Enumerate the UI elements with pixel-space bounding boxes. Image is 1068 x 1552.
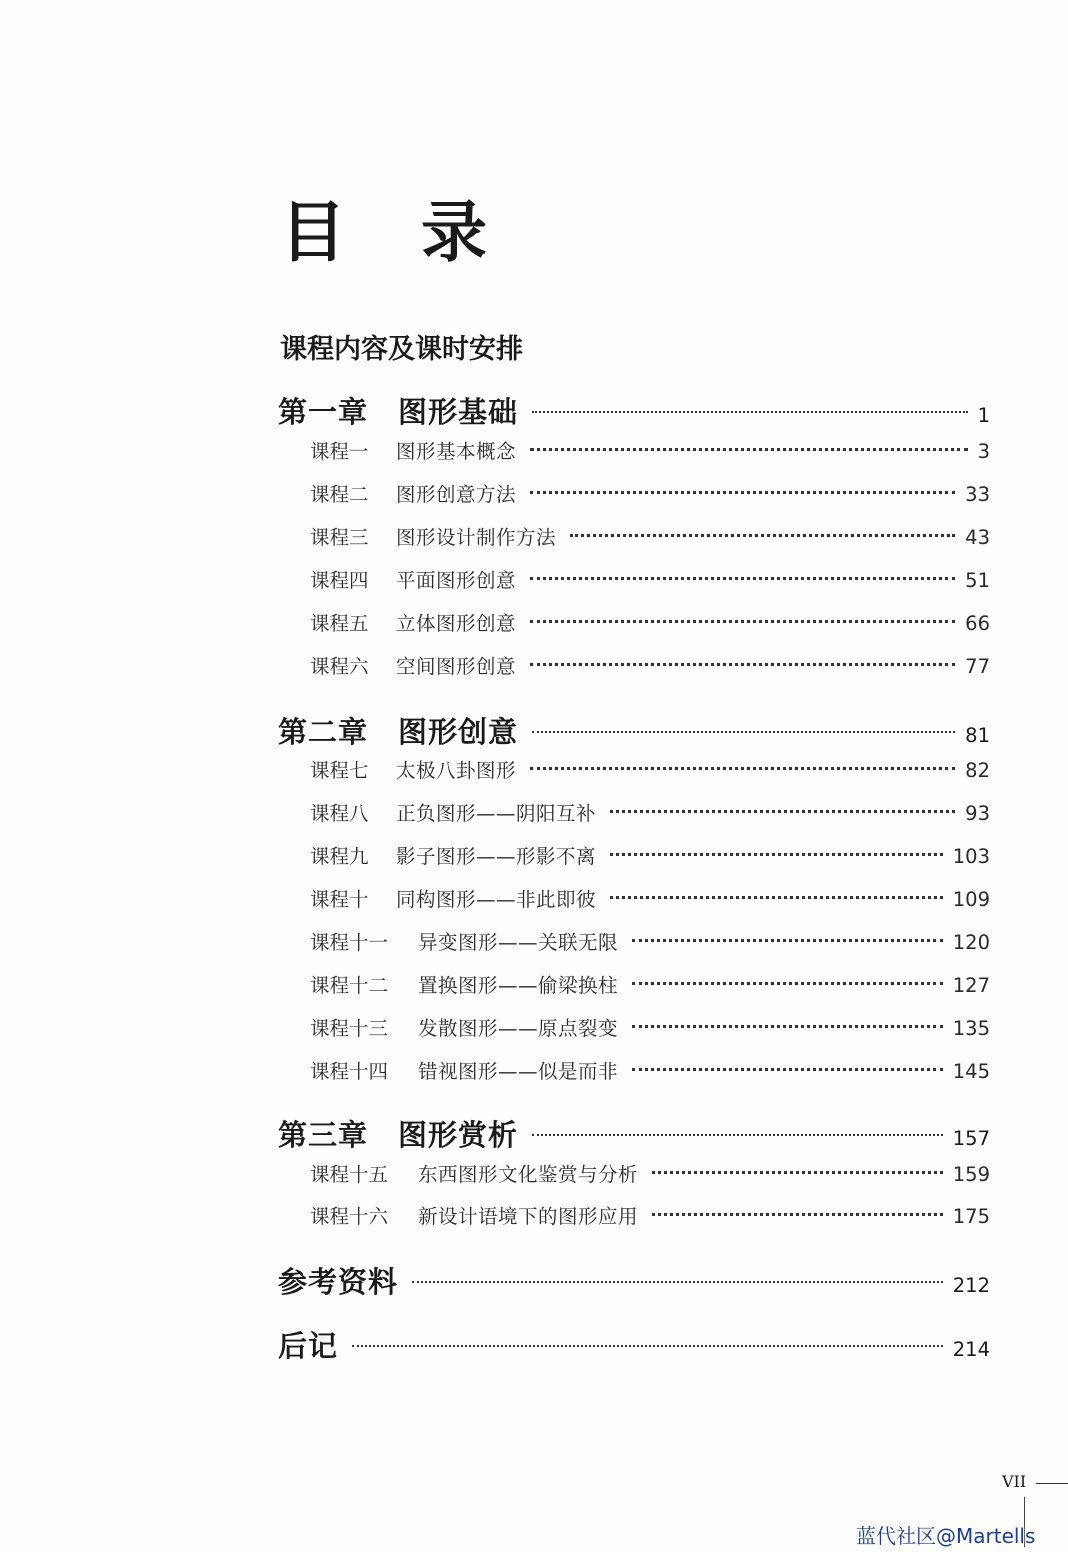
lesson-number: 课程九 [310,845,369,868]
toc-lesson-5[interactable] [310,607,990,641]
page-number: 82 [965,759,990,782]
page-number: 77 [965,655,990,678]
page-number: 3 [977,440,990,463]
dot-leader [530,491,955,494]
toc-lesson-9[interactable] [310,840,990,874]
toc-lesson-12[interactable] [310,969,990,1003]
dot-leader [530,448,968,451]
dot-leader [530,663,955,666]
toc-chapter-1[interactable] [278,392,990,432]
toc-lesson-4[interactable] [310,564,990,598]
page-number: 51 [965,569,990,592]
lesson-name: 置换图形——偷梁换柱 [418,974,619,997]
dot-leader [530,767,955,770]
chapter-name: 图形创意 [398,715,519,749]
chapter-name: 图形基础 [398,395,519,429]
page-number: 66 [965,612,990,635]
toc-chapter-2[interactable] [278,712,990,752]
lesson-name: 正负图形——阴阳互补 [396,802,597,825]
dot-leader [610,853,943,856]
lesson-name: 平面图形创意 [396,569,517,592]
lesson-number: 课程七 [310,759,369,782]
lesson-number: 课程二 [310,483,369,506]
lesson-number: 课程十一 [310,931,389,954]
page-number: 33 [965,483,990,506]
appendix-name: 参考资料 [278,1265,399,1299]
dot-leader [530,577,955,580]
page-number: 214 [952,1338,990,1361]
toc-lesson-10[interactable] [310,883,990,917]
toc-lesson-15[interactable] [310,1158,990,1192]
lesson-number: 课程十五 [310,1163,389,1186]
dot-leader [652,1213,943,1216]
toc-lesson-2[interactable] [310,478,990,512]
lesson-name: 立体图形创意 [396,612,517,635]
dot-leader [530,620,955,623]
chapter-name: 图形赏析 [398,1118,519,1152]
lesson-name: 太极八卦图形 [396,759,517,782]
toc-lesson-13[interactable] [310,1012,990,1046]
page-number: 43 [965,526,990,549]
dot-leader [632,939,943,942]
lesson-number: 课程四 [310,569,369,592]
appendix-name: 后记 [278,1329,339,1363]
dot-leader [532,411,968,413]
lesson-name: 图形设计制作方法 [396,526,557,549]
page-number: 145 [952,1060,990,1083]
page-folio: VII [1002,1472,1027,1491]
toc-lesson-1[interactable] [310,435,990,469]
lesson-number: 课程十 [310,888,369,911]
dot-leader [652,1171,943,1174]
dot-leader [632,982,943,985]
dot-leader [532,1134,943,1136]
lesson-name: 同构图形——非此即彼 [396,888,597,911]
dot-leader [610,810,955,813]
chapter-number: 第三章 [278,1118,369,1152]
toc-lesson-6[interactable] [310,650,990,684]
chapter-number: 第一章 [278,395,369,429]
watermark: 蓝代社区@Martells [856,1524,1036,1548]
section-subtitle: 课程内容及课时安排 [280,334,523,365]
lesson-name: 东西图形文化鉴赏与分析 [418,1163,639,1186]
dot-leader [632,1025,943,1028]
lesson-number: 课程五 [310,612,369,635]
dot-leader [412,1281,943,1283]
dot-leader [532,731,955,733]
page-number: 212 [952,1274,990,1297]
lesson-name: 错视图形——似是而非 [418,1060,619,1083]
toc-lesson-8[interactable] [310,797,990,831]
page-title: 目 录 [280,193,513,271]
toc-lesson-3[interactable] [310,521,990,555]
lesson-number: 课程十四 [310,1060,389,1083]
toc-lesson-11[interactable] [310,926,990,960]
dot-leader [610,896,943,899]
lesson-number: 课程八 [310,802,369,825]
page-number: 1 [977,404,990,427]
lesson-name: 图形创意方法 [396,483,517,506]
lesson-name: 异变图形——关联无限 [418,931,619,954]
lesson-number: 课程六 [310,655,369,678]
page-number: 103 [952,845,990,868]
page-number: 127 [952,974,990,997]
page-number: 93 [965,802,990,825]
lesson-number: 课程十三 [310,1017,389,1040]
toc-lesson-16[interactable] [310,1200,990,1234]
page-number: 175 [952,1205,990,1228]
toc-afterword[interactable] [278,1326,990,1366]
lesson-name: 图形基本概念 [396,440,517,463]
lesson-name: 影子图形——形影不离 [396,845,597,868]
toc-lesson-7[interactable] [310,754,990,788]
toc-lesson-14[interactable] [310,1055,990,1089]
lesson-name: 新设计语境下的图形应用 [418,1205,639,1228]
toc-references[interactable] [278,1262,990,1302]
lesson-name: 发散图形——原点裂变 [418,1017,619,1040]
lesson-number: 课程十二 [310,974,389,997]
page-number: 135 [952,1017,990,1040]
folio-rule [1036,1483,1068,1484]
lesson-number: 课程一 [310,440,369,463]
dot-leader [352,1345,943,1347]
lesson-name: 空间图形创意 [396,655,517,678]
lesson-number: 课程三 [310,526,369,549]
chapter-number: 第二章 [278,715,369,749]
page-number: 120 [952,931,990,954]
dot-leader [632,1068,943,1071]
page-number: 81 [965,724,990,747]
page-number: 159 [952,1163,990,1186]
page-number: 109 [952,888,990,911]
page-number: 157 [952,1127,990,1150]
dot-leader [570,534,955,537]
lesson-number: 课程十六 [310,1205,389,1228]
toc-chapter-3[interactable] [278,1115,990,1155]
